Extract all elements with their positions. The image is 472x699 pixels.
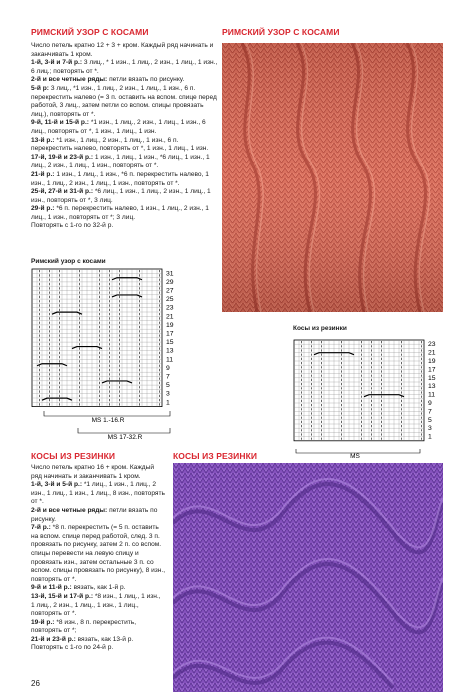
row-number: 25 <box>166 296 174 304</box>
row-label: 17-й, 19-й и 23-й р.: <box>31 153 94 161</box>
instruction-row <box>31 593 166 619</box>
instruction-row <box>31 119 218 136</box>
row-text: Число петель кратно 16 + кром. Каждый ряд начинать и заканчивать 1 кром. <box>31 464 155 480</box>
row-text: *1 лиц., 1 изн., 1 лиц., 2 изн., 1 лиц., 1 изн., 1 лиц., 8 изн., повторять от *. <box>31 481 165 506</box>
row-label: 9-й, 11-й и 15-й р.: <box>31 119 89 127</box>
row-number: 17 <box>428 366 436 374</box>
row-number: 13 <box>166 347 174 355</box>
row-number: 1 <box>428 433 432 441</box>
purple-knit-photo <box>173 463 443 692</box>
row-number: 31 <box>166 270 174 278</box>
instruction-row <box>31 85 218 119</box>
section-2-instructions <box>31 464 166 653</box>
repeat-bracket-2 <box>78 428 170 433</box>
row-number: 5 <box>428 416 432 424</box>
row-number: 3 <box>428 425 432 433</box>
instruction-row <box>31 59 218 76</box>
instruction-row <box>31 188 218 205</box>
row-text: *1 изн., 1 лиц., 2 изн., 1 лиц., 1 изн., 6 п. перекрестить налево, повторять от *, 1 изн., 1 лиц., 1 изн. <box>31 136 209 153</box>
section-1-heading: РИМСКИЙ УЗОР С КОСАМИ <box>31 27 149 37</box>
row-number: 21 <box>166 313 174 321</box>
instruction-row <box>31 524 166 584</box>
row-text: *1 изн., 1 лиц., 2 изн., 1 лиц., 1 изн., 6 лиц., повторять от *, 1 изн., 1 лиц., 1 изн. <box>31 119 206 135</box>
row-text: *6 лиц., 1 изн., 1 лиц., 2 изн., 1 лиц., 1 изн., повторять от *, 3 лиц. <box>31 188 211 204</box>
row-text: петли вязать по рисунку. <box>31 506 158 523</box>
row-label: 1-й, 3-й и 5-й р.: <box>31 481 83 489</box>
row-number: 1 <box>166 399 170 407</box>
row-text: петли вязать по рисунку. <box>107 76 185 84</box>
row-label: 19-й р.: <box>31 618 55 626</box>
chart-cells <box>32 269 162 407</box>
row-label: 21-й и 23-й р.: <box>31 635 76 643</box>
row-number: 29 <box>166 278 174 286</box>
row-number: 5 <box>166 382 170 390</box>
row-number: 21 <box>428 349 436 357</box>
row-label: 21-й р.: <box>31 170 55 178</box>
row-text: 3 лиц., * 1 изн., 1 лиц., 2 изн., 1 лиц., 1 изн., 6 лиц.; повторять от *. <box>31 59 218 75</box>
row-number: 11 <box>428 391 436 399</box>
instruction-row <box>31 464 166 481</box>
chart-1-repeat-label-2: MS 17-32.R <box>107 434 143 441</box>
chart-2 <box>290 337 450 462</box>
row-label: 25-й, 27-й и 31-й р.: <box>31 188 94 196</box>
instruction-row <box>31 154 218 171</box>
coral-knit-photo <box>222 43 443 312</box>
row-number: 15 <box>166 339 174 347</box>
row-number: 27 <box>166 287 174 295</box>
instruction-row <box>31 584 166 593</box>
row-text: Повторять с 1-го по 32-й р. <box>31 222 114 230</box>
instruction-row <box>31 507 166 524</box>
row-number: 7 <box>166 373 170 381</box>
chart-2-repeat-label: MS <box>350 453 360 460</box>
row-number: 9 <box>428 400 432 407</box>
instruction-row <box>31 171 218 188</box>
row-text: 3 лиц., *1 изн., 1 лиц., 2 изн., 1 лиц., 1 изн., 6 п. перекрестить налево (= 3 п. оставить на вспом. спице перед работой, 3 лиц., затем петли со вспом. спицы провязать лиц.), повторять от *. <box>31 84 217 118</box>
row-label: 1-й, 3-й и 7-й р.: <box>31 59 83 67</box>
row-label: 29-й р.: <box>31 205 55 213</box>
chart-1 <box>28 266 188 444</box>
row-number: 19 <box>166 321 174 329</box>
row-label: 5-й р: <box>31 84 49 92</box>
row-number: 23 <box>166 304 174 312</box>
row-label: 9-й и 11-й р.: <box>31 584 72 592</box>
row-text: Число петель кратно 12 + 3 + кром. Каждый ряд начинать и заканчивать 1 кром. <box>31 42 214 58</box>
instruction-row <box>31 42 218 59</box>
row-label: 7-й р.: <box>31 524 51 532</box>
chart-1-grid <box>28 266 188 444</box>
chart-1-title: Римский узор с косами <box>31 258 106 265</box>
coral-knit-texture <box>222 43 443 312</box>
page-number: 26 <box>31 679 40 688</box>
row-label: 13-й р.: <box>31 136 55 144</box>
row-text: *6 п. перекрестить налево, 1 изн., 1 лиц., 2 изн., 1 лиц., 1 изн., повторять от *; 3 лиц. <box>31 205 209 221</box>
row-text: *8 изн., 1 лиц., 1 изн., 1 лиц., 2 изн., 1 лиц., 1 изн., 1 лиц., повторять от *. <box>31 592 161 618</box>
row-text: 1 изн., 1 лиц., 1 изн., *6 лиц., 1 изн., 1 лиц., 2 изн., 1 лиц., 1 изн., повторять от *. <box>31 153 210 170</box>
row-text: вязать, как 13-й р. <box>75 635 134 643</box>
row-number: 7 <box>428 408 432 416</box>
instruction-row <box>31 205 218 222</box>
section-2-photo-heading: КОСЫ ИЗ РЕЗИНКИ <box>173 451 258 461</box>
purple-knit-texture <box>173 463 443 692</box>
row-label: 13-й, 15-й и 17-й р.: <box>31 592 94 600</box>
section-2-heading: КОСЫ ИЗ РЕЗИНКИ <box>31 451 116 461</box>
row-number: 11 <box>166 356 174 364</box>
instruction-row <box>31 644 166 653</box>
row-number: 19 <box>428 358 436 365</box>
instruction-row <box>31 481 166 507</box>
instruction-row <box>31 137 218 154</box>
row-label: 2-й и все четные ряды: <box>31 76 108 84</box>
repeat-bracket-1 <box>44 411 170 416</box>
instruction-row <box>31 222 218 231</box>
chart-cells <box>294 340 424 441</box>
section-1-instructions <box>31 42 218 231</box>
chart-1-repeat-label-1: MS 1.-16.R <box>91 417 125 424</box>
row-number: 13 <box>428 383 436 391</box>
row-text: Повторять с 1-го по 24-й р. <box>31 644 114 652</box>
row-number: 23 <box>428 341 436 349</box>
row-text: *8 п. перекрестить (= 5 п. оставить на вспом. спице перед работой, след. 3 п. провязать по рисунку, затем 2 п. со вспом. спицы перевести на левую спицу и провязать изн., затем остальные 3 п. со вспом. спицы провязать по рисунку), 8 изн., повторять от *. <box>31 524 166 583</box>
chart-2-title: Косы из резинки <box>293 325 347 332</box>
chart-2-grid <box>290 337 450 462</box>
row-number: 9 <box>166 364 170 372</box>
instruction-row <box>31 619 166 636</box>
row-text: *8 изн., 8 п. перекрестить, повторять от *; <box>31 618 137 635</box>
row-text: 1 изн., 1 лиц., 1 изн., *6 п. перекрестить налево, 1 изн., 1 лиц., 2 изн., 1 лиц., 1 изн., повторять от *. <box>31 170 209 187</box>
row-number: 3 <box>166 390 170 398</box>
instruction-row <box>31 76 218 85</box>
row-number: 15 <box>428 374 436 382</box>
row-number: 17 <box>166 330 174 338</box>
row-label: 2-й и все четные ряды: <box>31 506 108 514</box>
section-1-photo-heading: РИМСКИЙ УЗОР С КОСАМИ <box>222 27 340 37</box>
row-text: вязать, как 1-й р. <box>71 584 126 592</box>
